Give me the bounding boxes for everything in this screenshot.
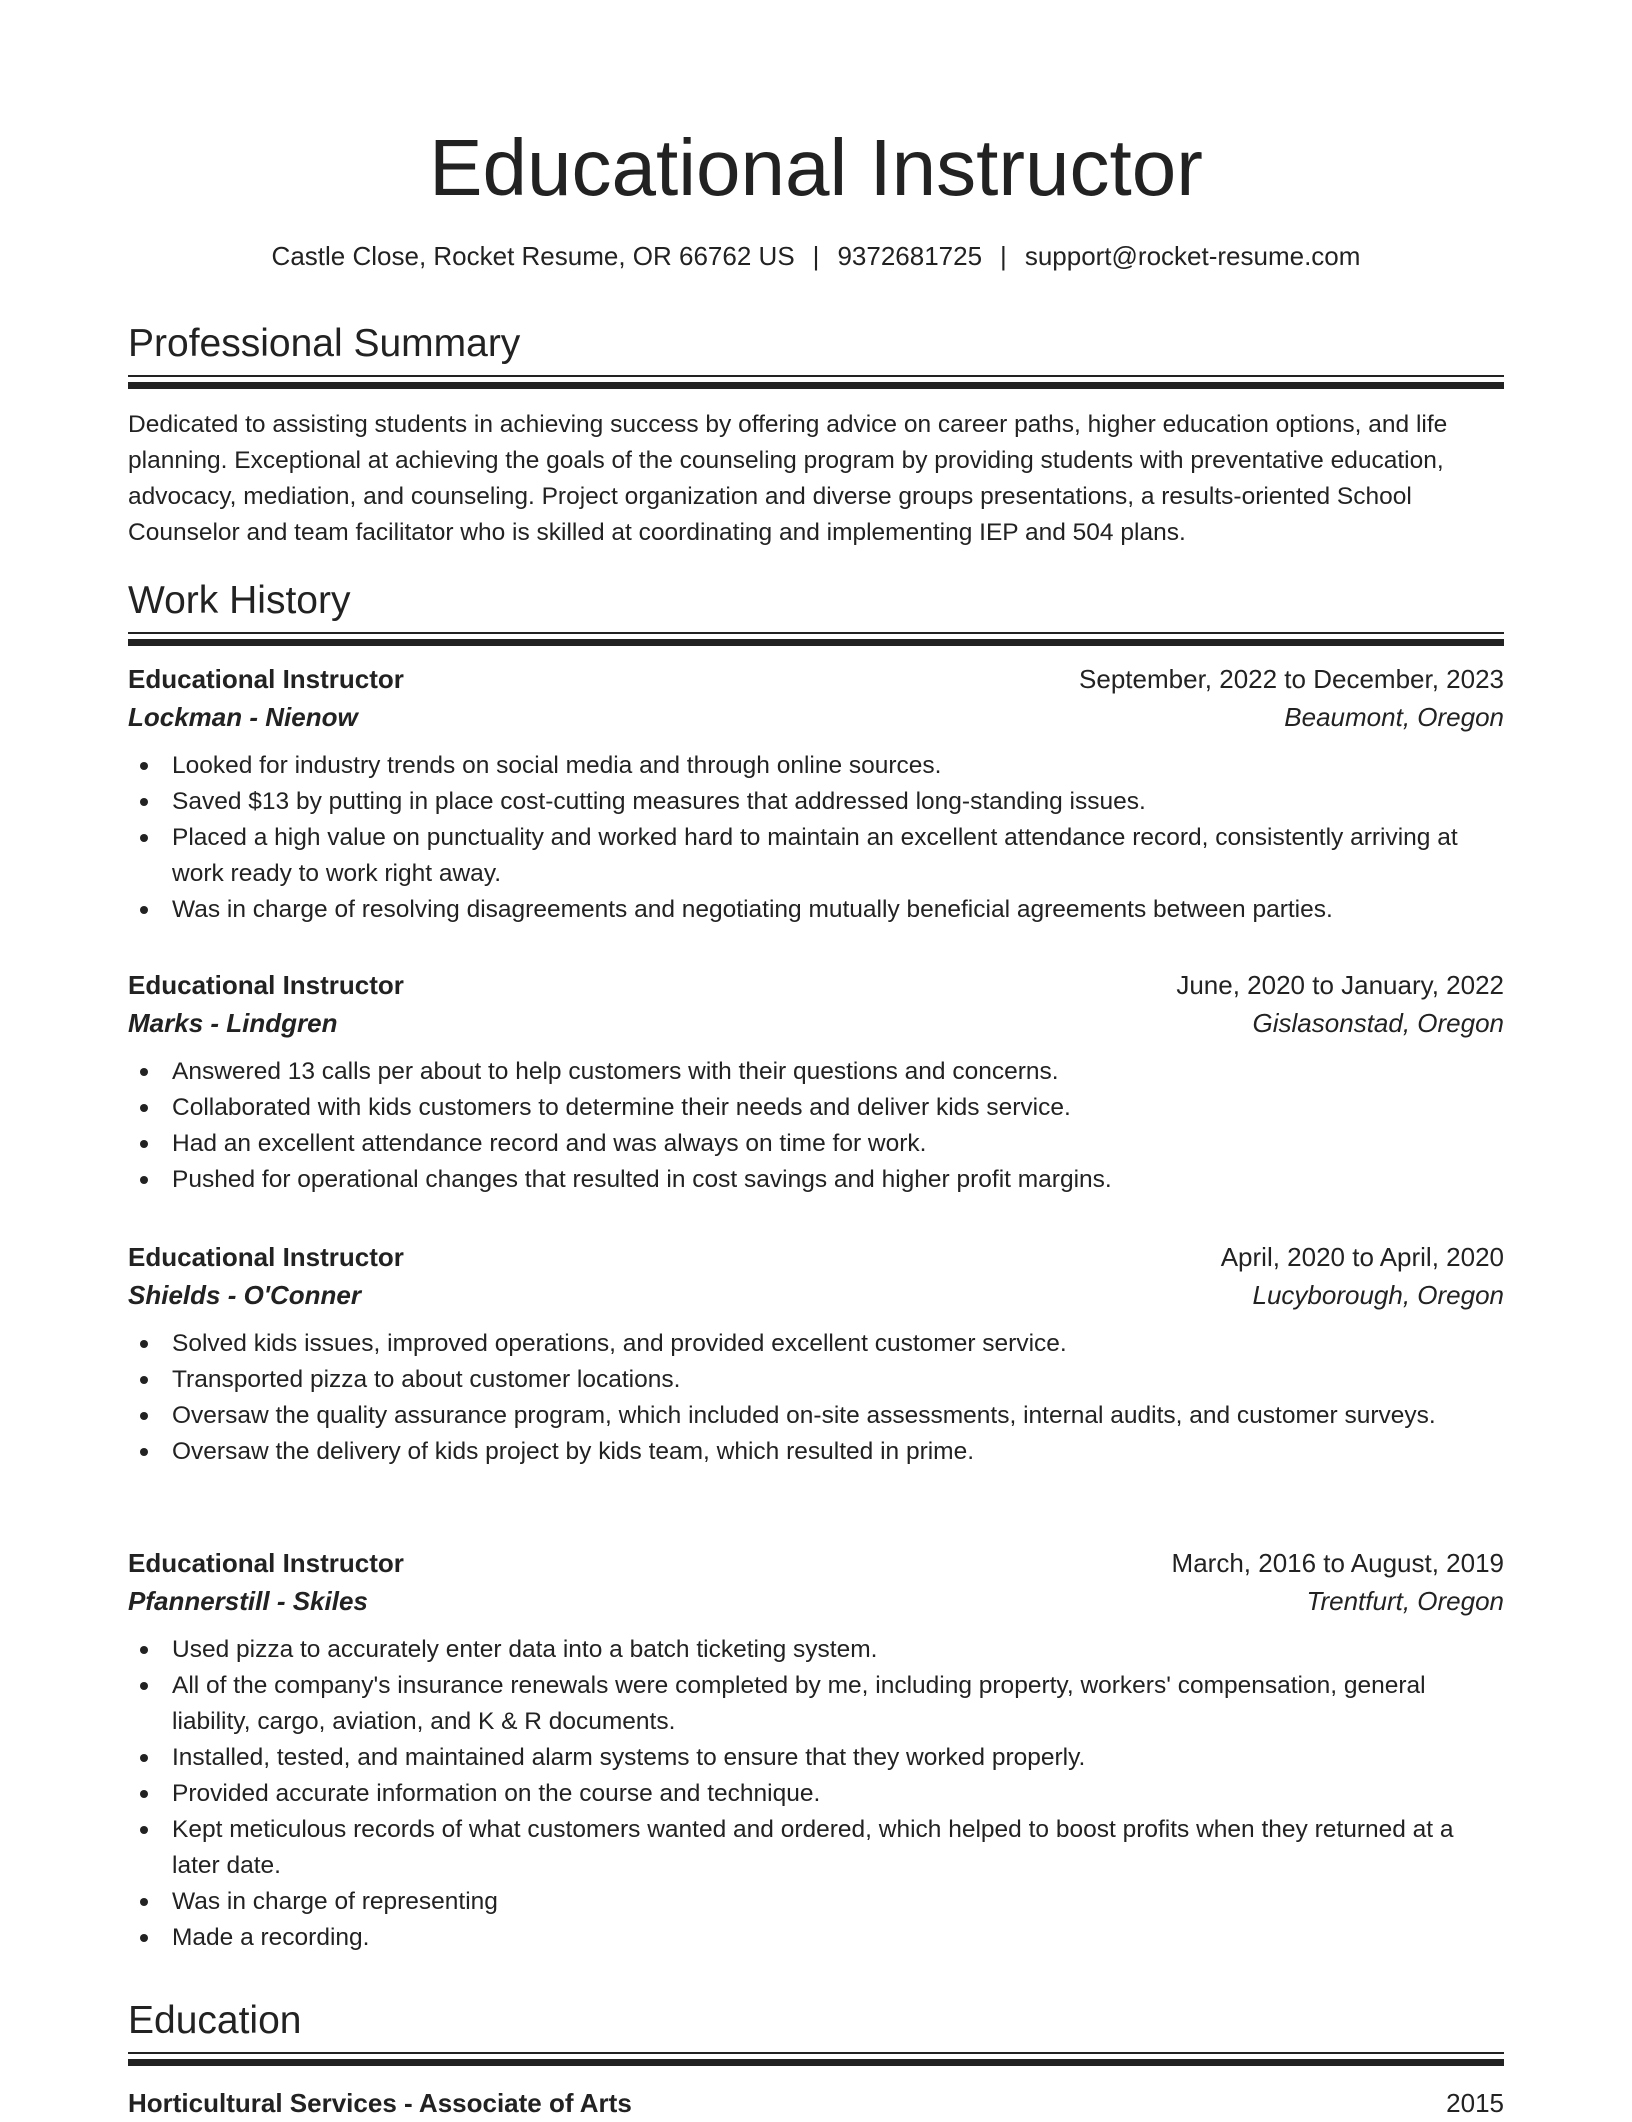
job-entry xyxy=(128,1544,1504,1956)
list-item: Used pizza to accurately enter data into a batch ticketing system. xyxy=(128,1632,1504,1668)
list-item: Solved kids issues, improved operations, and provided excellent customer service. xyxy=(128,1326,1504,1362)
job-title: Educational Instructor xyxy=(128,970,404,1000)
contact-line xyxy=(128,236,1504,276)
job-header xyxy=(128,1238,1504,1276)
job-dates: September, 2022 to December, 2023 xyxy=(1079,664,1504,694)
list-item: Installed, tested, and maintained alarm systems to ensure that they worked properly. xyxy=(128,1740,1504,1776)
list-item: Collaborated with kids customers to determine their needs and deliver kids service. xyxy=(128,1090,1504,1126)
list-item: Had an excellent attendance record and was always on time for work. xyxy=(128,1126,1504,1162)
resume-name: Educational Instructor xyxy=(429,123,1203,212)
job-header xyxy=(128,660,1504,698)
job-entry xyxy=(128,1238,1504,1470)
job-company: Shields - O'Conner xyxy=(128,1280,361,1310)
job-bullets xyxy=(128,748,1504,928)
education-degree: Horticultural Services - Associate of Arts xyxy=(128,2088,632,2118)
job-header xyxy=(128,966,1504,1004)
contact-email: support@rocket-resume.com xyxy=(1024,241,1361,271)
job-subheader xyxy=(128,1582,1504,1620)
job-location: Gislasonstad, Oregon xyxy=(1252,1008,1504,1038)
list-item: Provided accurate information on the course and technique. xyxy=(128,1776,1504,1812)
section-divider xyxy=(128,2052,1504,2067)
list-item: Transported pizza to about customer locations. xyxy=(128,1362,1504,1398)
summary-text: Dedicated to assisting students in achieving success by offering advice on career paths, higher education options, and life planning. Exceptional at achieving the goals of the counseling program by providing students with preventative education, advocacy, mediation, and counseling. Project organization and diverse groups presentations, a results-oriented School Counselor and team facilitator who is skilled at coordinating and implementing IEP and 504 plans. xyxy=(128,411,1448,546)
list-item: Was in charge of resolving disagreements and negotiating mutually beneficial agreements between parties. xyxy=(128,892,1504,928)
list-item: Saved $13 by putting in place cost-cutting measures that addressed long-standing issues. xyxy=(128,784,1504,820)
list-item: Looked for industry trends on social media and through online sources. xyxy=(128,748,1504,784)
section-divider xyxy=(128,632,1504,647)
job-bullets xyxy=(128,1326,1504,1470)
job-location: Beaumont, Oregon xyxy=(1284,702,1504,732)
job-company: Lockman - Nienow xyxy=(128,702,358,732)
job-subheader xyxy=(128,1276,1504,1314)
list-item: Oversaw the delivery of kids project by kids team, which resulted in prime. xyxy=(128,1434,1504,1470)
education-entry xyxy=(128,2084,1504,2122)
list-item: Made a recording. xyxy=(128,1920,1504,1956)
contact-phone: 9372681725 xyxy=(837,241,983,271)
job-dates: March, 2016 to August, 2019 xyxy=(1171,1548,1504,1578)
job-subheader xyxy=(128,1004,1504,1042)
job-entry xyxy=(128,660,1504,928)
job-title: Educational Instructor xyxy=(128,1242,404,1272)
contact-separator: | xyxy=(812,241,820,271)
contact-address: Castle Close, Rocket Resume, OR 66762 US xyxy=(271,241,795,271)
list-item: Oversaw the quality assurance program, which included on-site assessments, internal audits, and customer surveys. xyxy=(128,1398,1504,1434)
list-item: Answered 13 calls per about to help customers with their questions and concerns. xyxy=(128,1054,1504,1090)
section-title-education: Education xyxy=(128,1999,302,2042)
list-item: Placed a high value on punctuality and worked hard to maintain an excellent attendance record, consistently arriving at work ready to work right away. xyxy=(128,820,1504,892)
job-location: Lucyborough, Oregon xyxy=(1252,1280,1504,1310)
list-item: Kept meticulous records of what customers wanted and ordered, which helped to boost profits when they returned at a later date. xyxy=(128,1812,1504,1884)
education-year: 2015 xyxy=(1446,2088,1504,2118)
job-subheader xyxy=(128,698,1504,736)
section-divider xyxy=(128,375,1504,390)
job-dates: June, 2020 to January, 2022 xyxy=(1176,970,1504,1000)
job-location: Trentfurt, Oregon xyxy=(1306,1586,1504,1616)
section-title-work-history: Work History xyxy=(128,579,351,622)
list-item: All of the company's insurance renewals were completed by me, including property, workers' compensation, general liability, cargo, aviation, and K & R documents. xyxy=(128,1668,1504,1740)
job-company: Pfannerstill - Skiles xyxy=(128,1586,368,1616)
list-item: Pushed for operational changes that resulted in cost savings and higher profit margins. xyxy=(128,1162,1504,1198)
job-bullets xyxy=(128,1054,1504,1198)
job-entry xyxy=(128,966,1504,1198)
job-title: Educational Instructor xyxy=(128,664,404,694)
job-header xyxy=(128,1544,1504,1582)
contact-separator: | xyxy=(1000,241,1007,271)
job-company: Marks - Lindgren xyxy=(128,1008,338,1038)
job-title: Educational Instructor xyxy=(128,1548,404,1578)
section-title-summary: Professional Summary xyxy=(128,322,521,365)
job-bullets xyxy=(128,1632,1504,1956)
job-dates: April, 2020 to April, 2020 xyxy=(1220,1242,1504,1272)
list-item: Was in charge of representing xyxy=(128,1884,1504,1920)
